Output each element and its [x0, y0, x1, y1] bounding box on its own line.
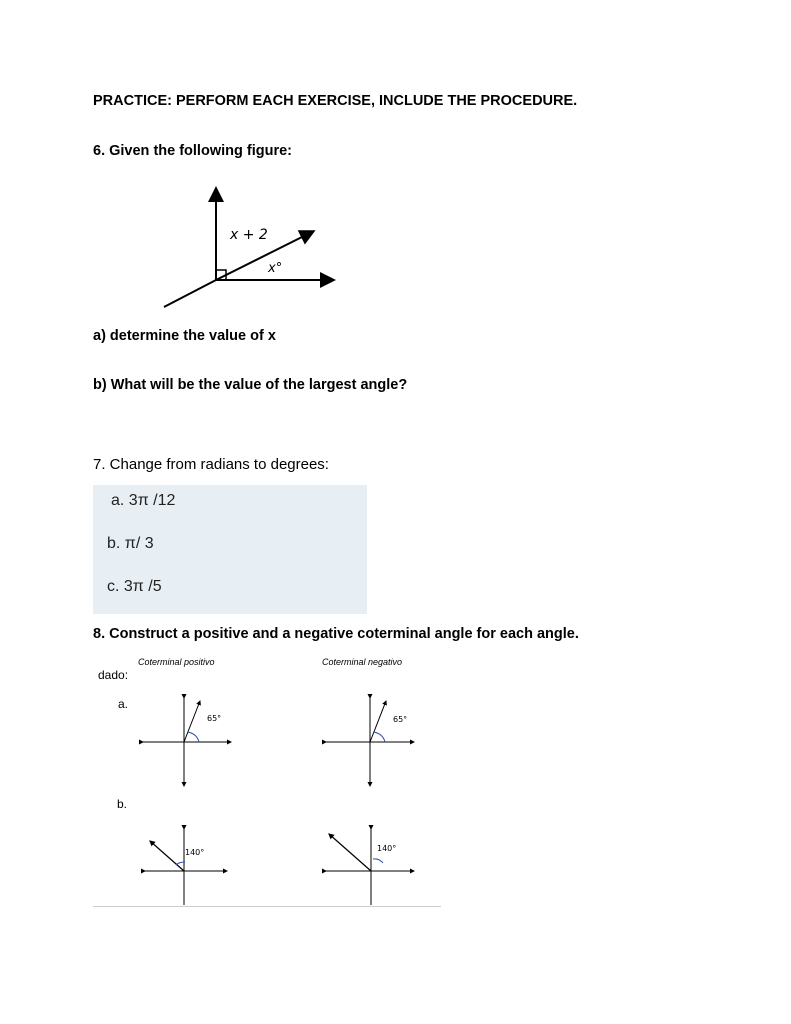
header-positive: Coterminal positivo — [138, 657, 215, 667]
row-a-label: a. — [118, 697, 129, 711]
question-6-prompt: 6. Given the following figure: — [93, 143, 292, 159]
axes-a-negative — [326, 698, 414, 786]
radian-item-c: c. 3π /5 — [107, 578, 162, 595]
header-negative: Coterminal negativo — [322, 657, 403, 667]
question-6-part-b: b) What will be the value of the largest angle? — [93, 377, 408, 393]
question-6-part-a: a) determine the value of x — [93, 328, 276, 344]
angle-figure — [150, 180, 350, 315]
opposite-ray — [164, 280, 216, 307]
page-title: PRACTICE: PERFORM EACH EXERCISE, INCLUDE THE PROCEDURE. — [93, 93, 578, 109]
question-7-prompt: 7. Change from radians to degrees: — [93, 456, 329, 473]
lower-angle-label: x° — [268, 261, 283, 276]
question-8-prompt: 8. Construct a positive and a negative coterminal angle for each angle. — [93, 626, 579, 642]
radian-item-b: b. π/ 3 — [107, 535, 154, 552]
angle-label-b-positive: 140° — [185, 848, 205, 857]
coterminal-axes — [93, 652, 441, 906]
upper-angle-label: x + 2 — [230, 227, 268, 243]
given-label: dado: — [98, 668, 129, 682]
radian-item-a: a. 3π /12 — [111, 492, 176, 509]
axes-b-positive — [145, 829, 227, 905]
angle-label-a-negative: 65° — [393, 715, 408, 724]
angle-label-a-positive: 65° — [207, 714, 222, 723]
angle-label-b-negative: 140° — [377, 844, 397, 853]
axes-a-positive — [143, 698, 231, 786]
row-b-label: b. — [117, 797, 128, 811]
axes-b-negative — [326, 829, 414, 905]
